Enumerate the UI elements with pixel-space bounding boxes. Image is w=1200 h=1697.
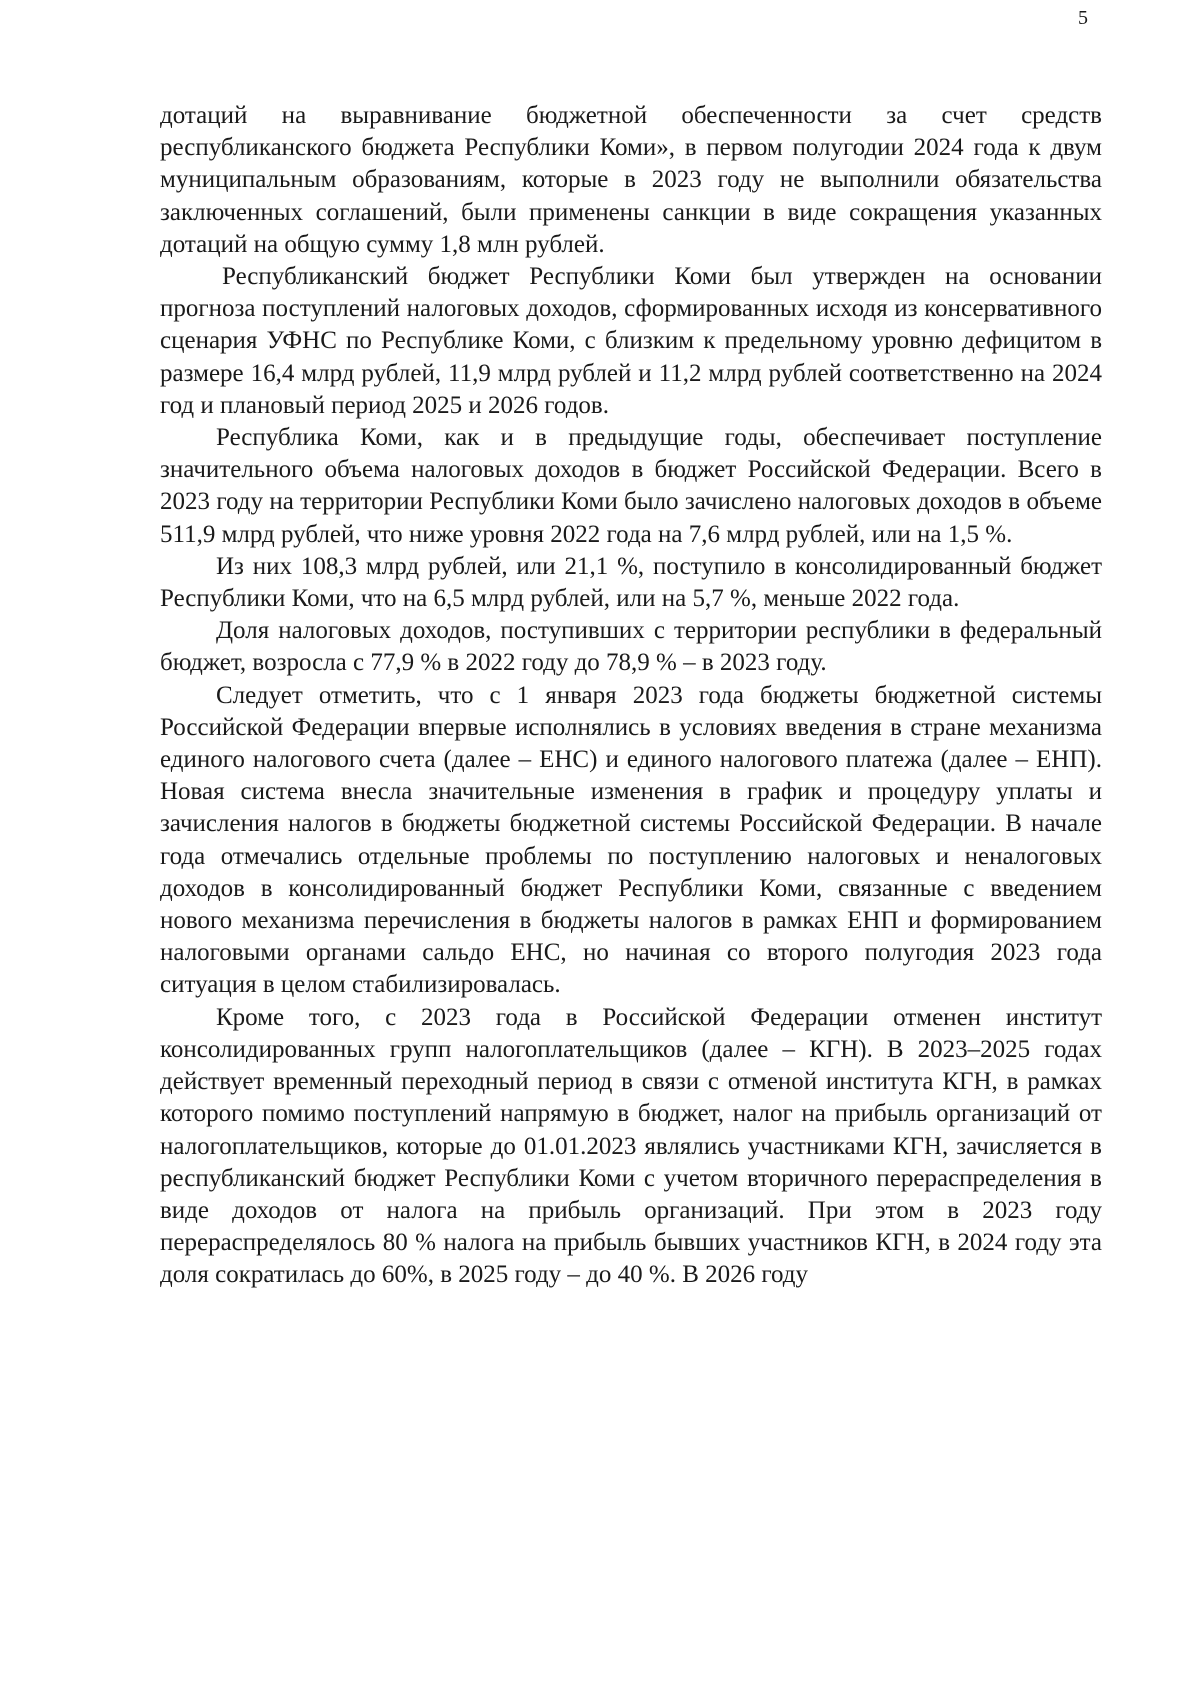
paragraph-federal-budget-share: Доля налоговых доходов, поступивших с территории республики в федеральный бюджет, возросла с 77,9 % в 2022 году до 78,9 % – в 2023 году. xyxy=(160,617,1102,677)
paragraph-tax-revenue-volume: Республика Коми, как и в предыдущие годы, обеспечивает поступление значительного объема налоговых доходов в бюджет Российской Федерации. Всего в 2023 году на территории Республики Коми было зачислено налоговых доходов в объеме 511,9 млрд рублей, что ниже уровня 2022 года на 7,6 млрд рублей, или на 1,5 %. xyxy=(160,424,1102,548)
paragraph-consolidated-taxpayer-groups: Кроме того, с 2023 года в Российской Федерации отменен институт консолидированных групп налогоплательщиков (далее – КГН). В 2023–2025 годах действует временный переходный период в связи с отменой института КГН, в рамках которого помимо поступлений напрямую в бюджет, налог на прибыль организаций от налогоплательщиков, которые до 01.01.2023 являлись участниками КГН, зачисляется в республиканский бюджет Республики Коми с учетом вторичного перераспределения в виде доходов от налога на прибыль организаций. При этом в 2023 году перераспределялось 80 % налога на прибыль бывших участников КГН, в 2024 году эта доля сократилась до 60%, в 2025 году – до 40 %. В 2026 году xyxy=(160,1003,1102,1289)
paragraph-budget-approval: Республиканский бюджет Республики Коми был утвержден на основании прогноза поступлений налоговых доходов, сформированных исходя из консервативного сценария УФНС по Республике Коми, с близким к предельному уровню дефицитом в размере 16,4 млрд рублей, 11,9 млрд рублей и 11,2 млрд рублей соответственно на 2024 год и плановый период 2025 и 2026 годов. xyxy=(160,263,1102,419)
paragraph-single-tax-account: Следует отметить, что с 1 января 2023 года бюджеты бюджетной системы Российской Федерации впервые исполнялись в условиях введения в стране механизма единого налогового счета (далее – ЕНС) и единого налогового платежа (далее – ЕНП). Новая система внесла значительные изменения в график и процедуру уплаты и зачисления налогов в бюджеты бюджетной системы Российской Федерации. В начале года отмечались отдельные проблемы по поступлению налоговых и неналоговых доходов в консолидированный бюджет Республики Коми, связанные с введением нового механизма перечисления в бюджеты налогов в рамках ЕНП и формированием налоговыми органами сальдо ЕНС, но начиная со второго полугодия 2023 года ситуация в целом стабилизировалась. xyxy=(160,681,1102,999)
page-number: 5 xyxy=(1078,7,1088,29)
document-body xyxy=(160,100,1102,1292)
paragraph-dotations-sanctions: дотаций на выравнивание бюджетной обеспеченности за счет средств республиканского бюджета Республики Коми», в первом полугодии 2024 года к двум муниципальным образованиям, которые в 2023 году не выполнили обязательства заключенных соглашений, были применены санкции в виде сокращения указанных дотаций на общую сумму 1,8 млн рублей. xyxy=(160,102,1102,258)
paragraph-consolidated-budget-share: Из них 108,3 млрд рублей, или 21,1 %, поступило в консолидированный бюджет Республики Коми, что на 6,5 млрд рублей, или на 5,7 %, меньше 2022 года. xyxy=(160,552,1102,613)
